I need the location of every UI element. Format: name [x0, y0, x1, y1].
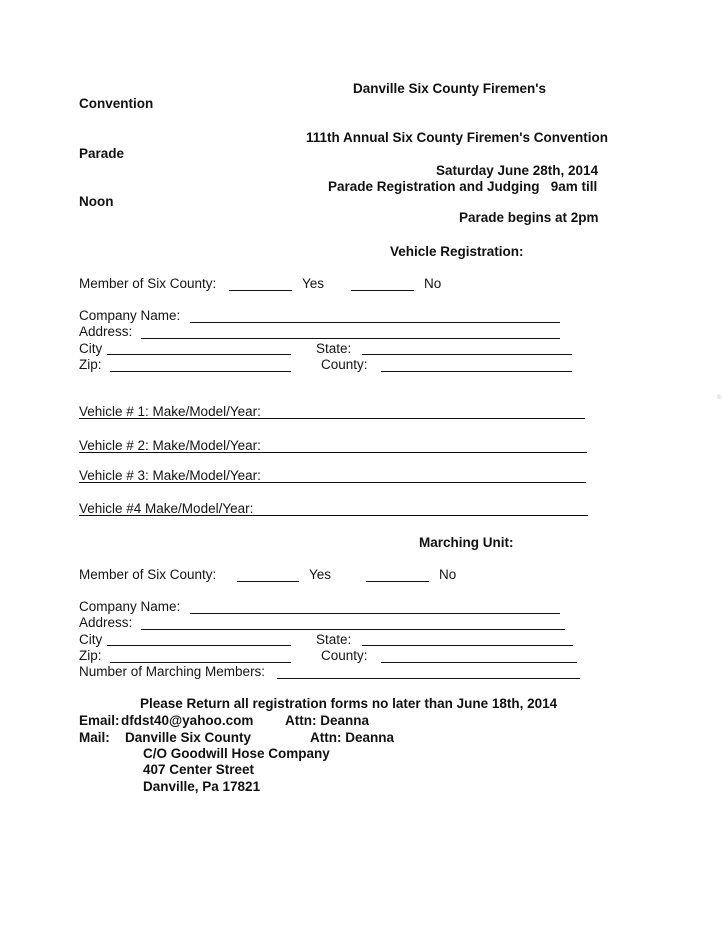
noon-wrap: Noon	[79, 194, 114, 209]
mail-address-line-2: C/O Goodwill Hose Company	[143, 746, 330, 761]
vehicle-4-blank[interactable]	[79, 515, 588, 516]
scan-artifact-speck	[717, 394, 721, 399]
marching-unit-heading: Marching Unit:	[419, 535, 514, 550]
marching-zip-label: Zip:	[79, 648, 102, 663]
vehicle-2-label: Vehicle # 2: Make/Model/Year:	[79, 438, 261, 453]
mail-attn: Attn: Deanna	[310, 730, 394, 745]
return-deadline-text: Please Return all registration forms no later than June 18th, 2014	[140, 696, 558, 711]
mail-label: Mail:	[79, 730, 110, 745]
mail-address-line-4: Danville, Pa 17821	[143, 779, 261, 794]
vehicle-member-yes-label: Yes	[302, 276, 325, 291]
vehicle-address-blank[interactable]	[141, 338, 560, 339]
marching-member-yes-label: Yes	[309, 567, 332, 582]
vehicle-address-label: Address:	[79, 324, 133, 339]
vehicle-4-label: Vehicle #4 Make/Model/Year:	[79, 501, 254, 516]
marching-member-no-label: No	[439, 567, 457, 582]
vehicle-registration-heading: Vehicle Registration:	[390, 244, 524, 259]
convention-title-wrap: Convention	[79, 96, 154, 111]
parade-wrap: Parade	[79, 146, 125, 161]
marching-address-label: Address:	[79, 615, 133, 630]
vehicle-1-label: Vehicle # 1: Make/Model/Year:	[79, 404, 261, 419]
vehicle-county-label: County:	[321, 357, 368, 372]
vehicle-member-no-label: No	[424, 276, 442, 291]
vehicle-member-no-blank[interactable]	[351, 290, 414, 291]
marching-company-label: Company Name:	[79, 599, 181, 614]
vehicle-member-label: Member of Six County:	[79, 276, 217, 291]
marching-state-blank[interactable]	[362, 645, 573, 646]
marching-county-blank[interactable]	[381, 662, 577, 663]
marching-city-blank[interactable]	[107, 645, 291, 646]
vehicle-company-blank[interactable]	[190, 322, 560, 323]
marching-company-blank[interactable]	[190, 613, 560, 614]
parade-start-line: Parade begins at 2pm	[459, 210, 599, 225]
vehicle-3-blank[interactable]	[79, 482, 586, 483]
vehicle-3-label: Vehicle # 3: Make/Model/Year:	[79, 468, 261, 483]
vehicle-member-yes-blank[interactable]	[229, 290, 292, 291]
annual-convention-line: 111th Annual Six County Firemen's Convention	[306, 130, 609, 145]
marching-address-blank[interactable]	[141, 629, 565, 630]
email-address[interactable]: dfdst40@yahoo.com	[121, 713, 254, 728]
marching-members-count-blank[interactable]	[277, 678, 580, 679]
vehicle-state-label: State:	[316, 341, 352, 356]
marching-city-label: City	[79, 632, 103, 647]
marching-member-no-blank[interactable]	[366, 581, 429, 582]
convention-title-line: Danville Six County Firemen's	[353, 81, 547, 96]
vehicle-zip-label: Zip:	[79, 357, 102, 372]
event-date-line: Saturday June 28th, 2014	[436, 163, 599, 178]
mail-address-line-3: 407 Center Street	[143, 762, 255, 777]
registration-judging-line: Parade Registration and Judging 9am till	[328, 179, 598, 194]
email-label: Email:	[79, 713, 120, 728]
marching-zip-blank[interactable]	[110, 662, 291, 663]
marching-members-count-label: Number of Marching Members:	[79, 664, 266, 679]
vehicle-zip-blank[interactable]	[110, 371, 291, 372]
vehicle-city-blank[interactable]	[107, 354, 291, 355]
vehicle-1-blank[interactable]	[79, 418, 585, 419]
vehicle-county-blank[interactable]	[381, 371, 572, 372]
vehicle-state-blank[interactable]	[362, 354, 572, 355]
marching-state-label: State:	[316, 632, 352, 647]
mail-organization: Danville Six County	[125, 730, 252, 745]
vehicle-company-label: Company Name:	[79, 308, 181, 323]
email-attn: Attn: Deanna	[285, 713, 369, 728]
marching-county-label: County:	[321, 648, 368, 663]
marching-member-label: Member of Six County:	[79, 567, 217, 582]
marching-member-yes-blank[interactable]	[237, 581, 299, 582]
vehicle-2-blank[interactable]	[79, 452, 587, 453]
vehicle-city-label: City	[79, 341, 103, 356]
